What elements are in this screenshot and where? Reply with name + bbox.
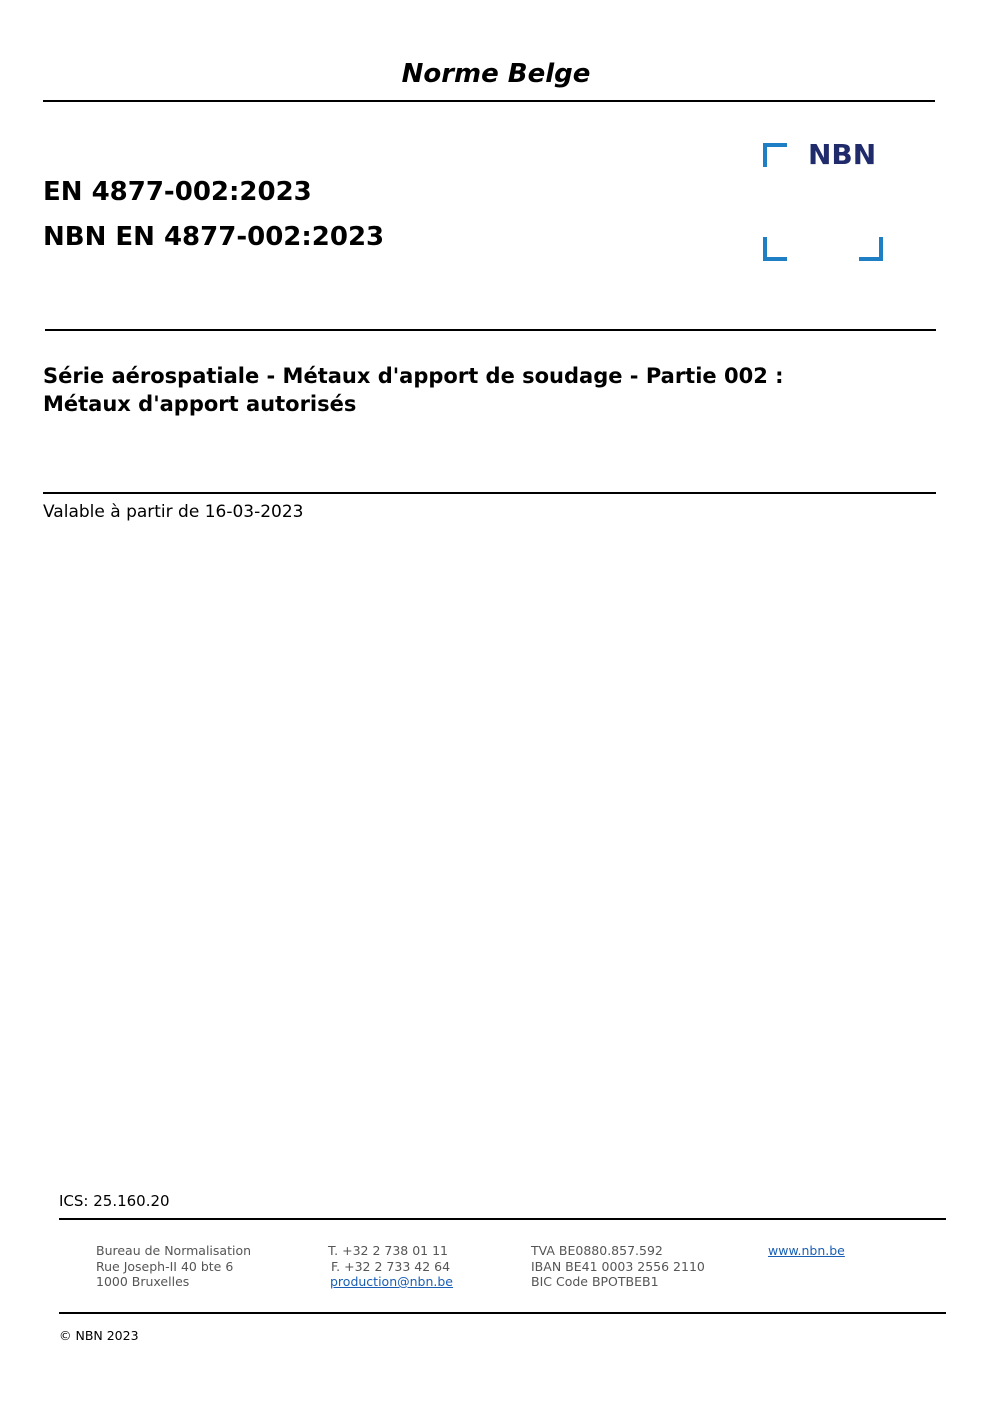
footer-address [96,1243,251,1290]
document-title [43,362,923,418]
header-divider [43,100,935,102]
validity-date: Valable à partir de 16-03-2023 [43,502,304,522]
nbn-code: NBN EN 4877-002:2023 [43,222,385,252]
title-divider-top [45,329,936,331]
footer-web [768,1243,845,1259]
footer-contact [328,1243,453,1290]
footer-bank [531,1243,705,1290]
document-title-line-1: Série aérospatiale - Métaux d'apport de soudage - Partie 002 : [43,364,784,388]
copyright: © NBN 2023 [59,1328,139,1343]
ics-code: ICS: 25.160.20 [59,1192,170,1210]
footer-divider-top [59,1218,946,1220]
footer-divider-bottom [59,1312,946,1314]
logo-corner-top-left [763,143,787,167]
address-line: Bureau de Normalisation [96,1243,252,1258]
website-link[interactable]: www.nbn.be [768,1243,845,1258]
vat-number: TVA BE0880.857.592 [531,1243,663,1258]
title-divider-bottom [43,492,936,494]
bic-code: BIC Code BPOTBEB1 [531,1274,659,1289]
logo-text: NBN [808,138,877,171]
address-line: Rue Joseph-II 40 bte 6 [96,1258,234,1274]
logo-corner-bottom-left [763,237,787,261]
iban-number: IBAN BE41 0003 2556 2110 [531,1258,705,1274]
fax-number: F. +32 2 733 42 64 [331,1258,451,1274]
header-title: Norme Belge [401,59,591,89]
email-link[interactable]: production@nbn.be [330,1274,453,1289]
logo-corner-bottom-right [859,237,883,261]
address-line: 1000 Bruxelles [96,1274,190,1289]
phone-number: T. +32 2 738 01 11 [328,1243,448,1258]
document-title-line-2: Métaux d'apport autorisés [43,392,357,416]
nbn-logo [760,140,888,266]
en-code: EN 4877-002:2023 [43,177,312,207]
